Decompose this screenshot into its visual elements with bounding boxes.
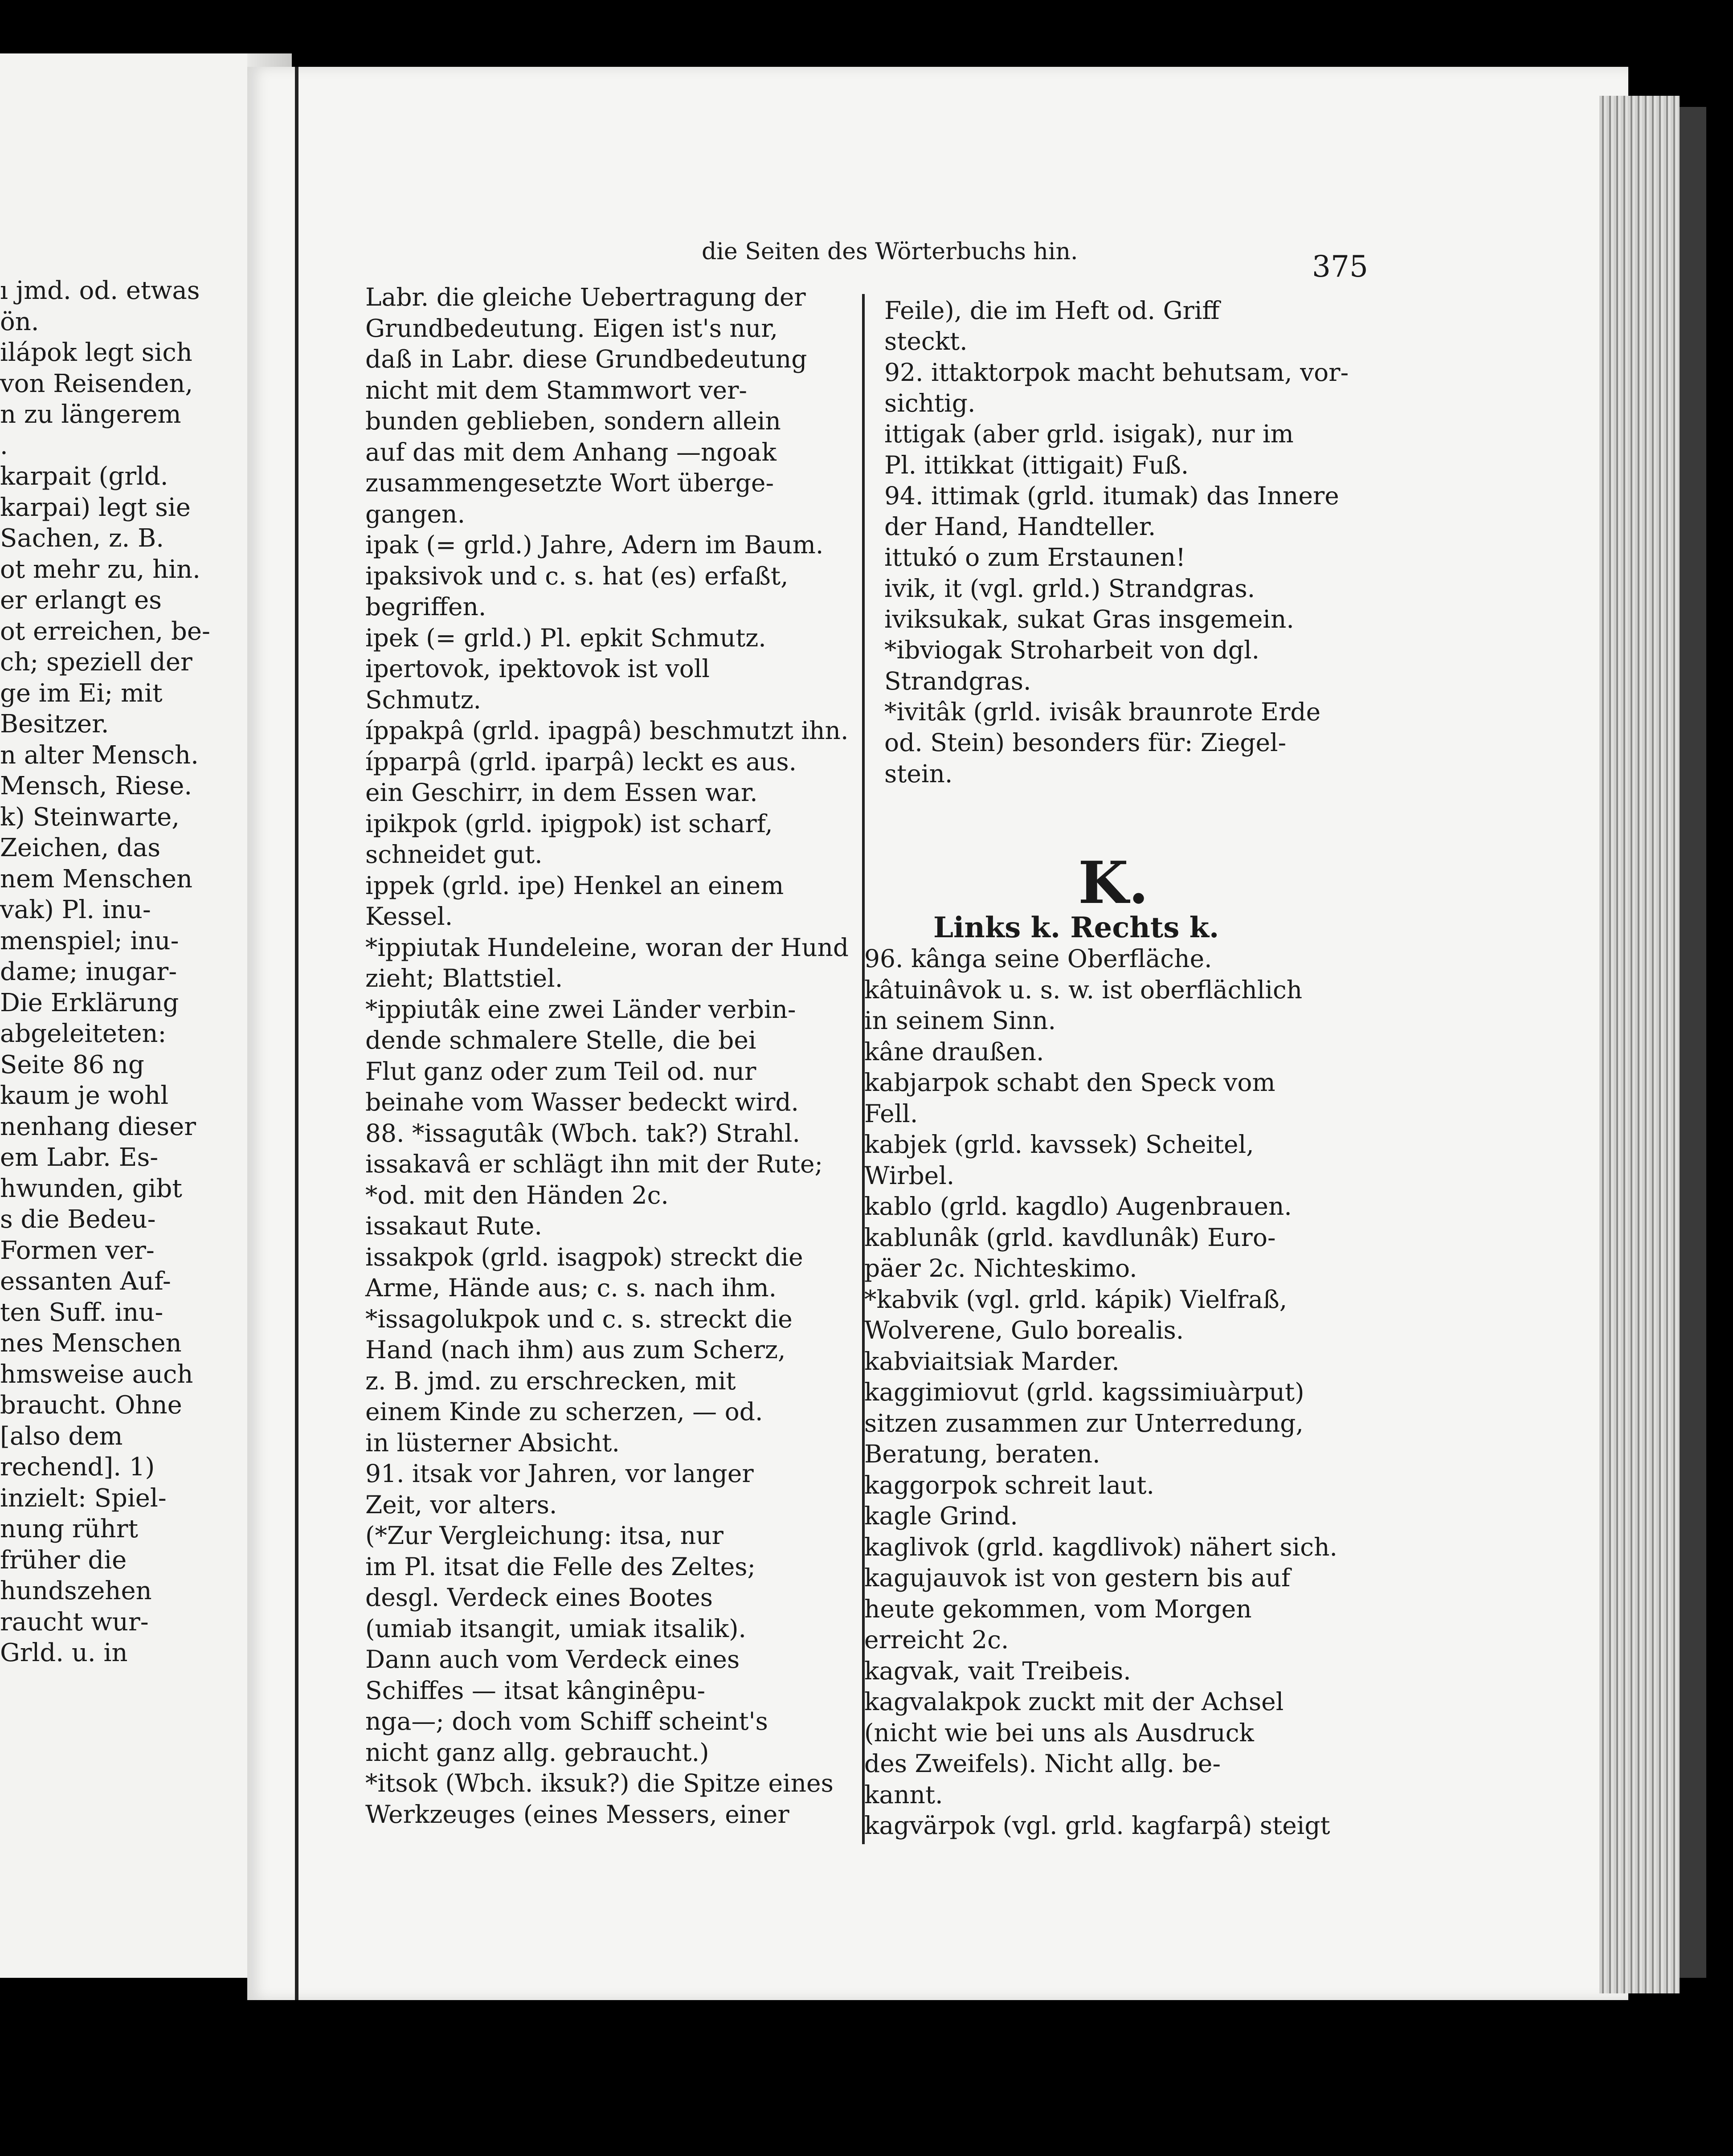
left_page-line: ön.	[0, 307, 39, 336]
left_page-line: hwunden, gibt	[0, 1174, 182, 1203]
left_page-line: essanten Auf-	[0, 1267, 171, 1296]
left_page-line: n alter Mensch.	[0, 740, 199, 770]
left_page-line: vak) Pl. inu-	[0, 895, 151, 924]
left_page-line: ge im Ei; mit	[0, 678, 163, 708]
page-number: 375	[1312, 249, 1368, 284]
right_column_bottom-line: kagvak, vait Treibeis.	[864, 1656, 1131, 1685]
right_column_bottom-line: kagle Grind.	[864, 1502, 1018, 1530]
right_column_top-line: *ibviogak Stroharbeit von dgl.	[884, 636, 1260, 665]
left_page-line: em Labr. Es-	[0, 1143, 159, 1172]
right_column_top-line: ivik, it (vgl. grld.) Strandgras.	[884, 574, 1255, 603]
left_page-line: ten Suff. inu-	[0, 1298, 163, 1327]
right_column_bottom-line: heute gekommen, vom Morgen	[864, 1594, 1252, 1623]
left_page-line: er erlangt es	[0, 586, 162, 615]
left_page-line: nes Menschen	[0, 1329, 182, 1358]
middle_column-line: Flut ganz oder zum Teil od. nur	[365, 1057, 756, 1086]
right_column_bottom-line: kaggimiovut (grld. kagssimiuàrput)	[864, 1378, 1304, 1406]
right_column_bottom-line: erreicht 2c.	[864, 1625, 1009, 1654]
right_column_top-line: ittukó o zum Erstaunen!	[884, 543, 1186, 572]
left_page-line: nem Menschen	[0, 864, 193, 894]
middle_column-line: (umiab itsangit, umiak itsalik).	[365, 1614, 747, 1643]
right_column_top-line: ittigak (aber grld. isigak), nur im	[884, 420, 1294, 449]
right_column_top-line: od. Stein) besonders für: Ziegel-	[884, 728, 1287, 757]
right_column_bottom-line: kâtuinâvok u. s. w. ist oberflächlich	[864, 975, 1303, 1004]
right_column_bottom-line: kaglivok (grld. kagdlivok) nähert sich.	[864, 1532, 1337, 1561]
left_page-line: karpai) legt sie	[0, 493, 191, 522]
left_page-line: [also dem	[0, 1421, 123, 1451]
right_column_bottom-line: kabjarpok schabt den Speck vom	[864, 1068, 1275, 1097]
middle_column-line: *ippiutâk eine zwei Länder verbin-	[365, 995, 796, 1024]
page-gutter-rule	[295, 67, 298, 2000]
left_page-line: hundszehen	[0, 1576, 152, 1605]
middle_column-line: z. B. jmd. zu erschrecken, mit	[365, 1366, 736, 1395]
middle_column-line: in lüsterner Absicht.	[365, 1428, 620, 1457]
right_column_bottom-line: des Zweifels). Nicht allg. be-	[864, 1749, 1221, 1778]
right_column_top-line: stein.	[884, 759, 953, 788]
middle_column-line: 91. itsak vor Jahren, vor langer	[365, 1459, 754, 1488]
right_column_bottom-line: Wirbel.	[864, 1161, 955, 1190]
middle_column-line: bunden geblieben, sondern allein	[365, 407, 781, 435]
right_column_bottom-line: kâne draußen.	[864, 1037, 1044, 1066]
middle_column-line: desgl. Verdeck eines Bootes	[365, 1583, 713, 1612]
left_page-line: Grld. u. in	[0, 1638, 128, 1667]
right_column_top-line: *ivitâk (grld. ivisâk braunrote Erde	[884, 697, 1321, 726]
middle_column-line: Grundbedeutung. Eigen ist's nur,	[365, 314, 778, 343]
middle_column-line: *ippiutak Hundeleine, woran der Hund	[365, 933, 849, 962]
book-cover-edge	[1680, 107, 1706, 1978]
left_page-line: Zeichen, das	[0, 833, 161, 862]
middle_column-line: nicht mit dem Stammwort ver-	[365, 376, 747, 404]
left_page-line: n zu längerem	[0, 400, 181, 429]
left_page-line: nung rührt	[0, 1515, 139, 1544]
middle_column-line: 88. *issagutâk (Wbch. tak?) Strahl.	[365, 1119, 801, 1147]
right_column_bottom-line: 96. kânga seine Oberfläche.	[864, 944, 1212, 973]
right_column_top-line: der Hand, Handteller.	[884, 512, 1156, 541]
left_page-line: Mensch, Riese.	[0, 772, 192, 800]
middle_column-line: ein Geschirr, in dem Essen war.	[365, 778, 758, 807]
middle_column-line: ipak (= grld.) Jahre, Adern im Baum.	[365, 531, 824, 559]
right_column_bottom-line: *kabvik (vgl. grld. kápik) Vielfraß,	[864, 1285, 1287, 1314]
middle_column-line: *issagolukpok und c. s. streckt die	[365, 1304, 793, 1333]
middle_column-line: Schiffes — itsat kânginêpu-	[365, 1676, 706, 1705]
left_page-line: karpait (grld.	[0, 462, 168, 491]
middle_column-line: nga—; doch vom Schiff scheint's	[365, 1707, 768, 1735]
middle_column-line: Arme, Hände aus; c. s. nach ihm.	[365, 1274, 777, 1302]
middle_column-line: Labr. die gleiche Uebertragung der	[365, 283, 806, 311]
right_column_bottom-line: kabviaitsiak Marder.	[864, 1347, 1120, 1376]
middle_column-line: beinahe vom Wasser bedeckt wird.	[365, 1088, 799, 1116]
right_column_bottom-line: kagvärpok (vgl. grld. kagfarpâ) steigt	[864, 1811, 1330, 1840]
left_page-line: ch; speziell der	[0, 648, 192, 677]
section-letter: K.	[1078, 849, 1149, 917]
left_page-line: s die Bedeu-	[0, 1205, 156, 1234]
middle_column-line: Hand (nach ihm) aus zum Scherz,	[365, 1335, 786, 1364]
middle_column-line: daß in Labr. diese Grundbedeutung	[365, 345, 807, 373]
middle_column-line: ipikpok (grld. ipigpok) ist scharf,	[365, 809, 773, 838]
right_column_bottom-line: in seinem Sinn.	[864, 1006, 1056, 1035]
left_page-line: Die Erklärung	[0, 988, 179, 1017]
left_page-line: menspiel; inu-	[0, 926, 179, 956]
middle_column-line: Dann auch vom Verdeck eines	[365, 1645, 740, 1674]
middle_column-line: auf das mit dem Anhang —ngoak	[365, 437, 777, 466]
left_page-line: Seite 86 ng	[0, 1050, 144, 1079]
middle_column-line: issakpok (grld. isagpok) streckt die	[365, 1242, 803, 1271]
page-edges	[1599, 96, 1680, 1993]
left_page-line: abgeleiteten:	[0, 1019, 167, 1048]
middle_column-line: ippek (grld. ipe) Henkel an einem	[365, 871, 784, 900]
middle_column-line: Werkzeuges (eines Messers, einer	[365, 1800, 789, 1829]
middle_column-line: íppakpâ (grld. ipagpâ) beschmutzt ihn.	[365, 716, 849, 745]
right_column_top-line: Pl. ittikkat (ittigait) Fuß.	[884, 450, 1189, 479]
left_page-line: von Reisenden,	[0, 369, 193, 398]
right_column_top-line: Strandgras.	[884, 666, 1031, 695]
left_page-line: k) Steinwarte,	[0, 802, 180, 832]
middle_column-line: Zeit, vor alters.	[365, 1490, 557, 1519]
right_column_top-line: iviksukak, sukat Gras insgemein.	[884, 605, 1294, 633]
right_column_bottom-line: kablunâk (grld. kavdlunâk) Euro-	[864, 1223, 1276, 1252]
left_page-line: dame; inugar-	[0, 957, 177, 986]
middle_column-line: *itsok (Wbch. iksuk?) die Spitze eines	[365, 1769, 834, 1797]
left_page-line: ot erreichen, be-	[0, 617, 210, 646]
middle_column-line: zieht; Blattstiel.	[365, 964, 563, 992]
middle_column-line: begriffen.	[365, 592, 486, 621]
left_page-line: inzielt: Spiel-	[0, 1483, 167, 1513]
section-subheading: Links k. Rechts k.	[933, 911, 1219, 944]
left_page-line: Formen ver-	[0, 1236, 155, 1265]
middle_column-line: zusammengesetzte Wort überge-	[365, 469, 774, 497]
right_column_bottom-line: kagujauvok ist von gestern bis auf	[864, 1564, 1291, 1592]
left_page-line: .	[0, 431, 8, 460]
running-head: die Seiten des Wörterbuchs hin.	[702, 238, 1078, 265]
right_column_bottom-line: Fell.	[864, 1099, 918, 1128]
right_column_bottom-line: (nicht wie bei uns als Ausdruck	[864, 1718, 1254, 1747]
middle_column-line: ipertovok, ipektovok ist voll	[365, 654, 710, 683]
left_page-line: Sachen, z. B.	[0, 524, 164, 553]
left_page-line: nenhang dieser	[0, 1112, 196, 1141]
right_column_bottom-line: Wolverene, Gulo borealis.	[864, 1316, 1184, 1344]
middle_column-line: einem Kinde zu scherzen, — od.	[365, 1397, 763, 1426]
middle_column-line: issakaut Rute.	[365, 1212, 542, 1240]
middle_column-line: nicht ganz allg. gebraucht.)	[365, 1738, 709, 1767]
left_page-line: Besitzer.	[0, 710, 109, 739]
middle_column-line: im Pl. itsat die Felle des Zeltes;	[365, 1552, 756, 1581]
right_column_bottom-line: sitzen zusammen zur Unterredung,	[864, 1409, 1304, 1437]
middle_column-line: ipek (= grld.) Pl. epkit Schmutz.	[365, 623, 766, 652]
right_column_bottom-line: kannt.	[864, 1780, 943, 1809]
right_column_top-line: 94. ittimak (grld. itumak) das Innere	[884, 481, 1339, 510]
left_page-line: raucht wur-	[0, 1607, 149, 1637]
left_page-line: rechend]. 1)	[0, 1453, 155, 1482]
left_page-line: hmsweise auch	[0, 1360, 193, 1389]
right_column_bottom-line: kaggorpok schreit laut.	[864, 1470, 1154, 1499]
right_column_top-line: 92. ittaktorpok macht behutsam, vor-	[884, 358, 1349, 387]
right_column_top-line: Feile), die im Heft od. Griff	[884, 296, 1220, 325]
right_column_bottom-line: kabjek (grld. kavssek) Scheitel,	[864, 1130, 1254, 1159]
left_page-line: kaum je wohl	[0, 1081, 169, 1110]
left_page-line: ilápok legt sich	[0, 338, 192, 367]
middle_column-line: (*Zur Vergleichung: itsa, nur	[365, 1521, 723, 1550]
middle_column-line: schneidet gut.	[365, 840, 543, 869]
left_page-line: braucht. Ohne	[0, 1391, 182, 1420]
left_page-line: ı jmd. od. etwas	[0, 276, 200, 305]
right_column_top-line: steckt.	[884, 327, 968, 356]
middle_column-line: ipaksivok und c. s. hat (es) erfaßt,	[365, 561, 789, 590]
middle_column-line: *od. mit den Händen 2c.	[365, 1180, 669, 1209]
right_column_bottom-line: kablo (grld. kagdlo) Augenbrauen.	[864, 1192, 1292, 1221]
right_column_top-line: sichtig.	[884, 388, 976, 417]
middle_column-line: Schmutz.	[365, 685, 482, 714]
middle_column-line: ípparpâ (grld. iparpâ) leckt es aus.	[365, 747, 797, 776]
middle_column-line: issakavâ er schlägt ihn mit der Rute;	[365, 1150, 823, 1178]
middle_column-line: gangen.	[365, 499, 466, 528]
left_page-line: ot mehr zu, hin.	[0, 555, 200, 584]
right_column_bottom-line: kagvalakpok zuckt mit der Achsel	[864, 1687, 1284, 1716]
right_column_bottom-line: Beratung, beraten.	[864, 1440, 1100, 1468]
middle_column-line: Kessel.	[365, 902, 453, 931]
right_column_bottom-line: päer 2c. Nichteskimo.	[864, 1254, 1137, 1282]
left_page-line: früher die	[0, 1545, 127, 1575]
middle_column-line: dende schmalere Stelle, die bei	[365, 1026, 756, 1054]
